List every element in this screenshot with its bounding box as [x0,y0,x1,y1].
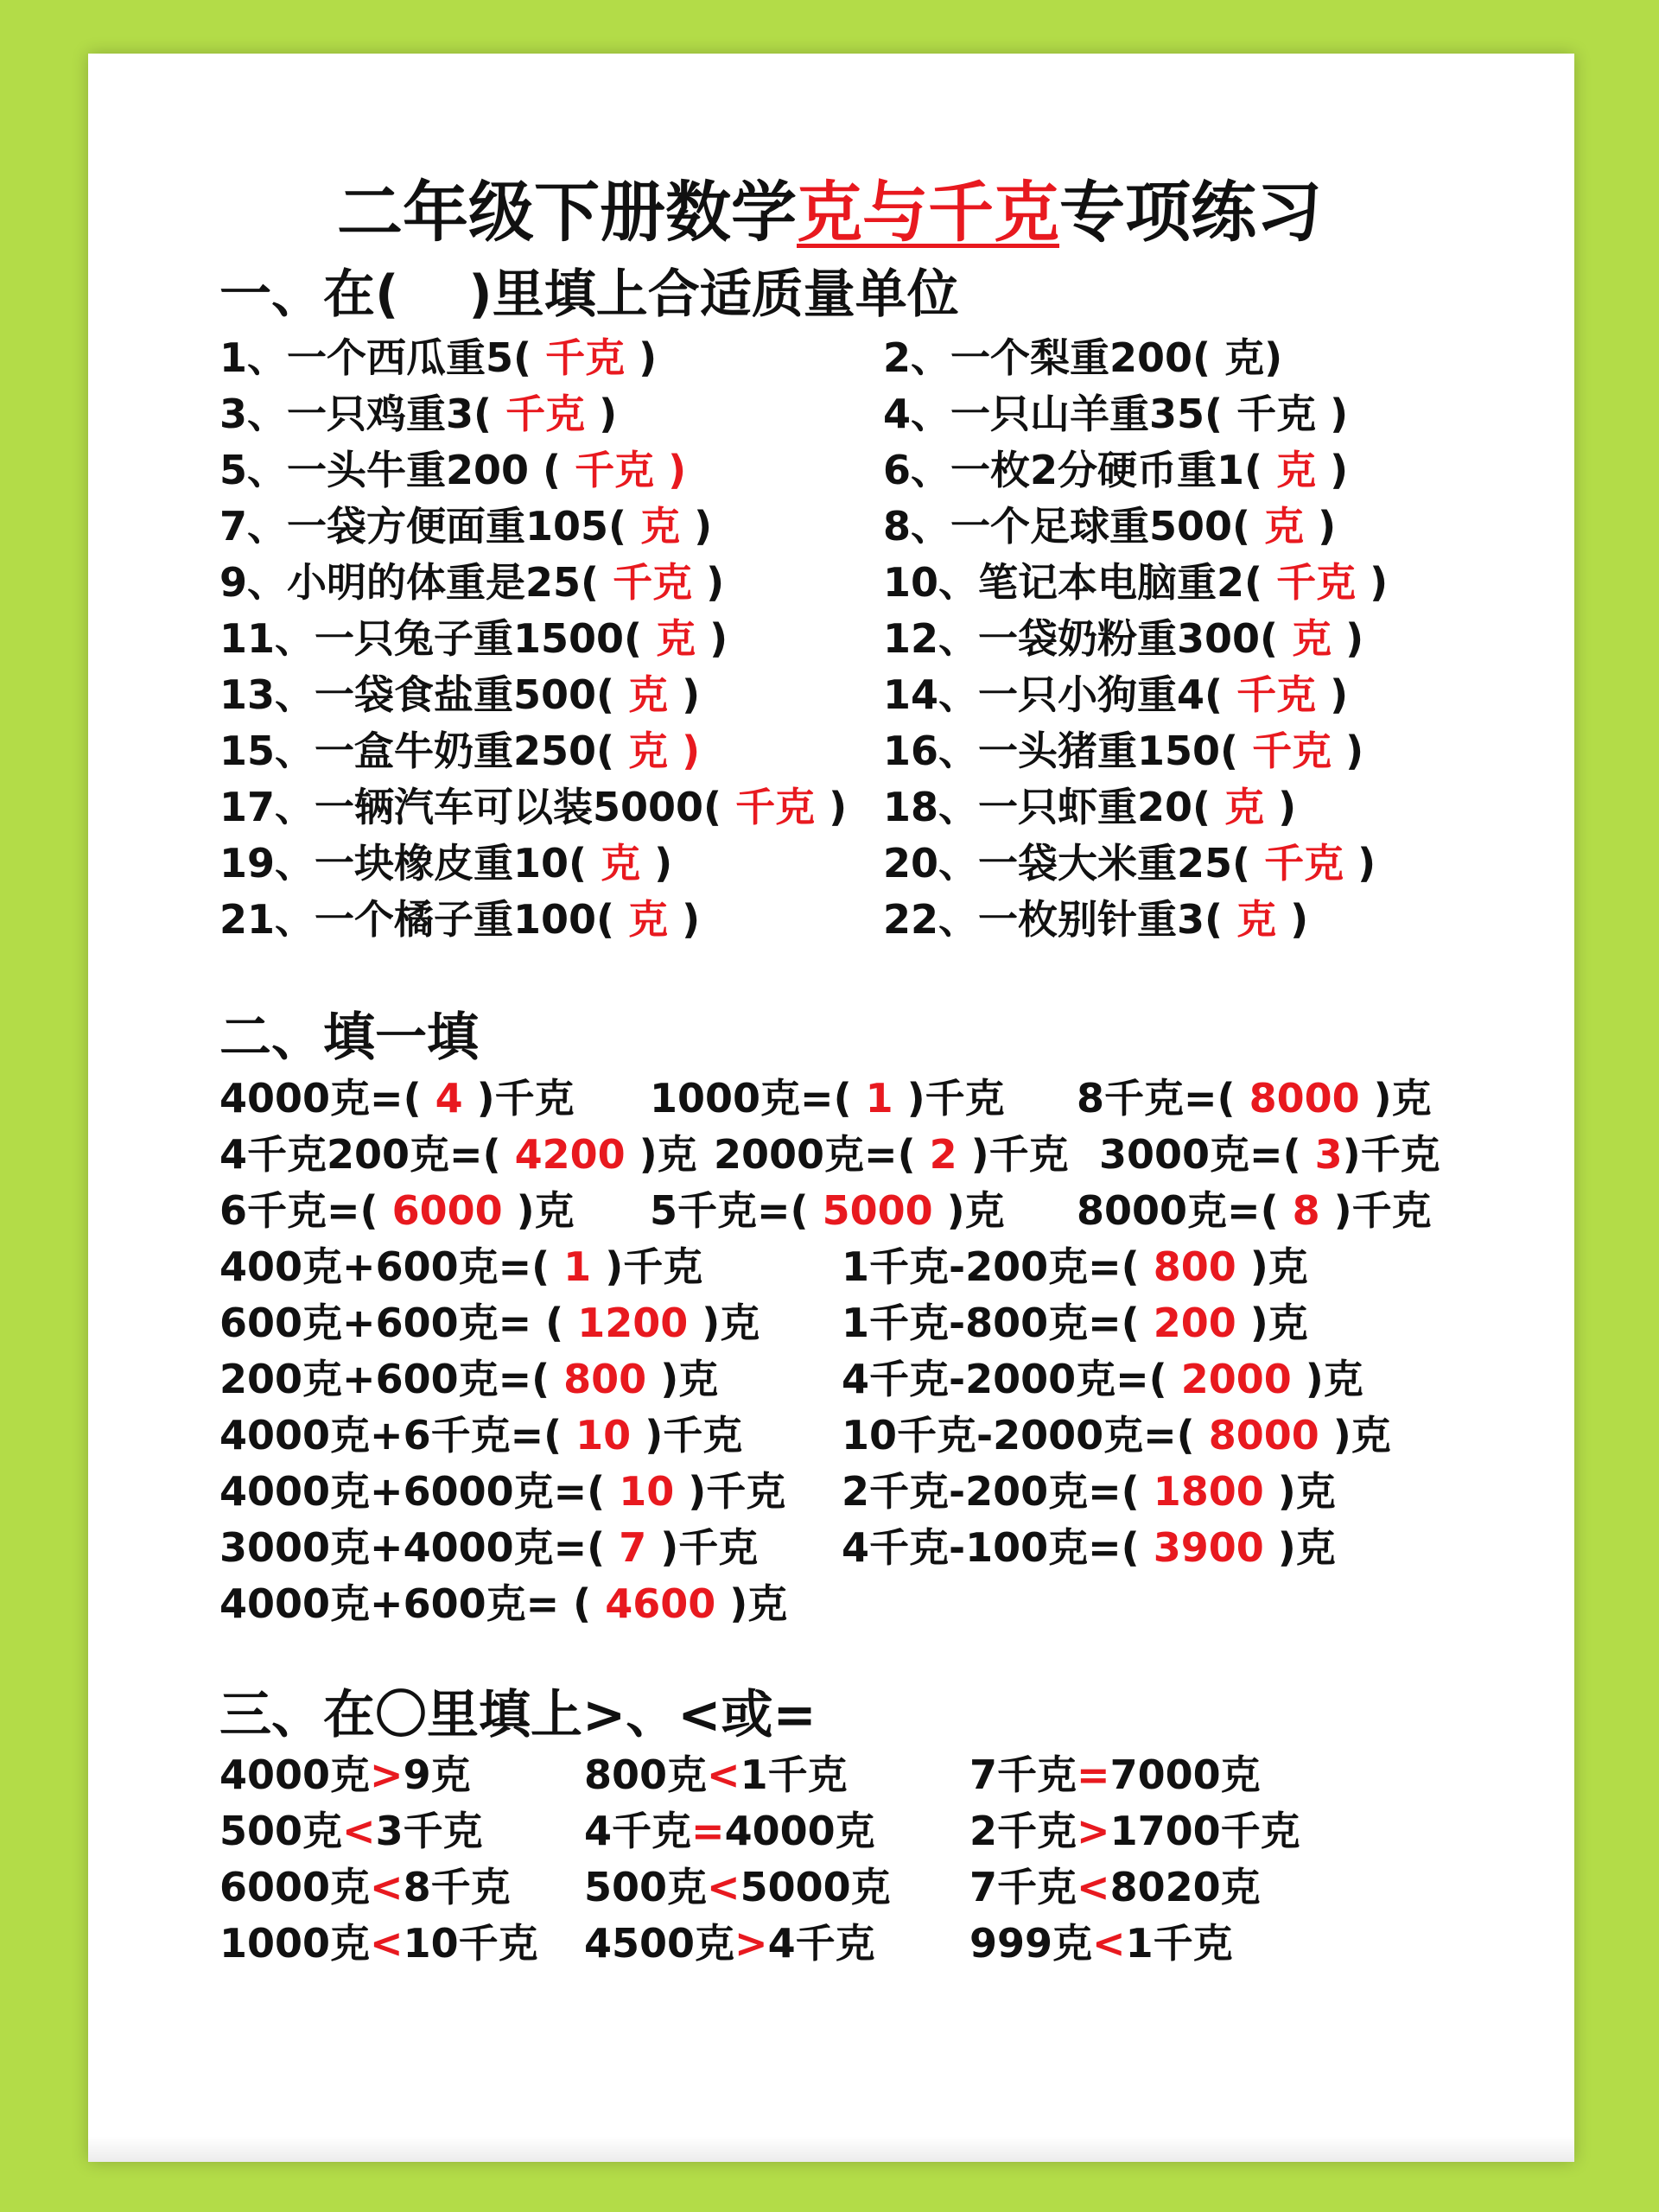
s1-item-18: 18、一只虾重20( 克 ) [883,784,1297,830]
s1-item-5: 5、一头牛重200 ( 千克 ) [219,447,687,493]
s2-r3-b: 5千克=( 5000 )克 [650,1187,1005,1234]
s1-item-12: 12、一袋奶粉重300( 克 ) [883,615,1364,662]
s2-pair3-right: 4千克-2000克=( 2000 )克 [842,1356,1363,1402]
s1-item-22: 22、一枚别针重3( 克 ) [883,896,1309,943]
s2-pair1-left: 400克+600克=( 1 )千克 [219,1243,703,1290]
s2-last: 4000克+600克= ( 4600 )克 [219,1580,788,1627]
section2-heading: 二、填一填 [219,1007,479,1068]
s1-item-1: 1、一个西瓜重5( 千克 ) [219,334,658,381]
s2-pair6-right: 4千克-100克=( 3900 )克 [842,1524,1336,1571]
s1-item-9: 9、小明的体重是25( 千克 ) [219,559,725,606]
s3-r1-a: 4000克>9克 [219,1751,471,1798]
s3-r4-c: 999克<1千克 [969,1920,1233,1967]
s2-r3-a: 6千克=( 6000 )克 [219,1187,575,1234]
s3-r3-b: 500克<5000克 [584,1864,891,1910]
s1-item-21: 21、一个橘子重100( 克 ) [219,896,701,943]
s3-r2-a: 500克<3千克 [219,1808,483,1854]
s3-r3-a: 6000克<8千克 [219,1864,511,1910]
s2-r2-a: 4千克200克=( 4200 )克 [219,1131,697,1178]
s1-item-3: 3、一只鸡重3( 千克 ) [219,391,618,437]
s3-r4-a: 1000克<10千克 [219,1920,538,1967]
title-prefix: 二年级下册数学 [337,174,797,251]
s2-r2-c: 3000克=( 3)千克 [1099,1131,1440,1178]
s1-item-17: 17、一辆汽车可以装5000( 千克 ) [219,784,848,830]
s2-pair4-left: 4000克+6千克=( 10 )千克 [219,1412,743,1459]
s2-r1-a: 4000克=( 4 )千克 [219,1075,575,1122]
section3-heading: 三、在〇里填上>、<或= [219,1685,817,1745]
s1-item-8: 8、一个足球重500( 克 ) [883,503,1337,550]
s1-item-13: 13、一袋食盐重500( 克 ) [219,671,701,718]
s3-r3-c: 7千克<8020克 [969,1864,1261,1910]
title-suffix: 专项练习 [1059,174,1322,251]
s2-pair5-left: 4000克+6000克=( 10 )千克 [219,1468,786,1515]
section1-heading: 一、在( )里填上合适质量单位 [219,264,959,325]
s1-item-19: 19、一块橡皮重10( 克 ) [219,840,673,887]
s1-item-7: 7、一袋方便面重105( 克 ) [219,503,713,550]
title-highlight: 克与千克 [797,174,1059,251]
s1-item-16: 16、一头猪重150( 千克 ) [883,728,1364,774]
s1-item-2: 2、一个梨重200( 克) [883,334,1283,381]
s2-r3-c: 8000克=( 8 )千克 [1077,1187,1432,1234]
page-title [0,171,1659,254]
s3-r1-b: 800克<1千克 [584,1751,848,1798]
s2-pair2-left: 600克+600克= ( 1200 )克 [219,1300,760,1346]
s1-item-4: 4、一只山羊重35( 千克 ) [883,391,1349,437]
s2-r2-b: 2000克=( 2 )千克 [714,1131,1069,1178]
s2-pair5-right: 2千克-200克=( 1800 )克 [842,1468,1336,1515]
s2-r1-b: 1000克=( 1 )千克 [650,1075,1005,1122]
s2-pair2-right: 1千克-800克=( 200 )克 [842,1300,1308,1346]
s3-r2-b: 4千克=4000克 [584,1808,875,1854]
s2-pair3-left: 200克+600克=( 800 )克 [219,1356,719,1402]
s1-item-11: 11、一只兔子重1500( 克 ) [219,615,728,662]
s1-item-14: 14、一只小狗重4( 千克 ) [883,671,1349,718]
s3-r1-c: 7千克=7000克 [969,1751,1261,1798]
s1-item-15: 15、一盒牛奶重250( 克 ) [219,728,701,774]
s1-item-20: 20、一袋大米重25( 千克 ) [883,840,1376,887]
s2-pair6-left: 3000克+4000克=( 7 )千克 [219,1524,759,1571]
s1-item-10: 10、笔记本电脑重2( 千克 ) [883,559,1389,606]
s1-item-6: 6、一枚2分硬币重1( 克 ) [883,447,1349,493]
s2-r1-c: 8千克=( 8000 )克 [1077,1075,1432,1122]
s3-r2-c: 2千克>1700千克 [969,1808,1300,1854]
s2-pair1-right: 1千克-200克=( 800 )克 [842,1243,1308,1290]
s3-r4-b: 4500克>4千克 [584,1920,875,1967]
paper-shadow [88,2136,1574,2162]
s2-pair4-right: 10千克-2000克=( 8000 )克 [842,1412,1391,1459]
